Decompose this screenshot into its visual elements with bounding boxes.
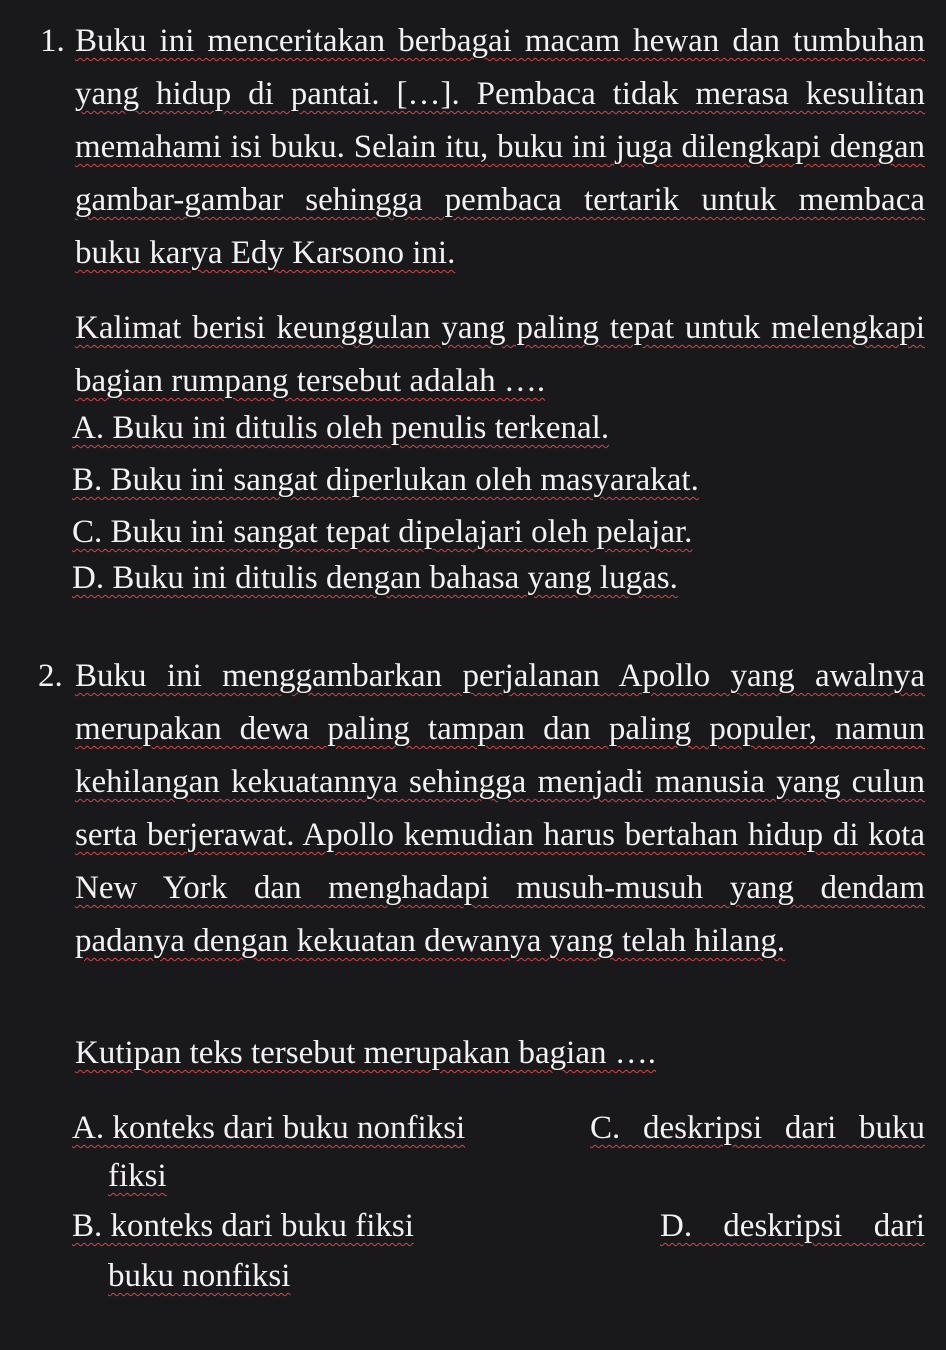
question-2-option-c-cont[interactable]: fiksi (108, 1158, 167, 1194)
question-1-option-c[interactable]: C. Buku ini sangat tepat dipelajari oleh pelajar. (72, 514, 693, 550)
question-2-option-d[interactable]: D. deskripsi dari (660, 1208, 925, 1244)
question-1-passage: Buku ini menceritakan berbagai macam hewan dan tumbuhan yang hidup di pantai. […]. Pembaca tidak merasa kesulitan memahami isi buku. Selain itu, buku ini juga dilengkapi dengan gambar-gambar sehingga pembaca tertarik untuk membaca buku karya Edy Karsono ini. (75, 23, 925, 271)
question-2-option-c[interactable]: C. deskripsi dari buku (590, 1110, 925, 1146)
question-2-passage: Buku ini menggambarkan perjalanan Apollo yang awalnya merupakan dewa paling tampan dan paling populer, namun kehilangan kekuatannya sehingga menjadi manusia yang culun serta berjerawat. Apollo kemudian harus bertahan hidup di kota New York dan menghadapi musuh-musuh yang dendam padanya dengan kekuatan dewanya yang telah hilang. (75, 658, 925, 959)
question-1-number: 1. (40, 23, 65, 59)
question-2-option-b[interactable]: B. konteks dari buku fiksi (72, 1208, 414, 1244)
question-2-option-d-cont[interactable]: buku nonfiksi (108, 1258, 291, 1294)
question-2-prompt: Kutipan teks tersebut merupakan bagian …. (75, 1035, 656, 1071)
question-1-option-b[interactable]: B. Buku ini sangat diperlukan oleh masyarakat. (72, 462, 699, 498)
question-2-number: 2. (38, 658, 63, 694)
question-1-option-a[interactable]: A. Buku ini ditulis oleh penulis terkenal. (72, 410, 610, 446)
question-2-option-a[interactable]: A. konteks dari buku nonfiksi (72, 1110, 466, 1146)
question-1-prompt: Kalimat berisi keunggulan yang paling tepat untuk melengkapi bagian rumpang tersebut adalah …. (75, 310, 925, 399)
question-1-option-d[interactable]: D. Buku ini ditulis dengan bahasa yang lugas. (72, 560, 678, 596)
